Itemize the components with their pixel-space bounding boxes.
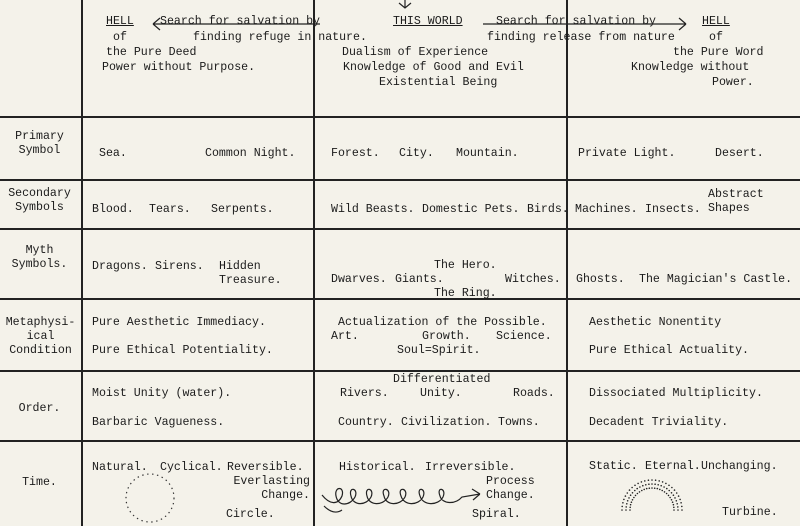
turbine-dot <box>631 501 633 503</box>
time-left-b: Cyclical. <box>160 461 223 474</box>
turbine-dot <box>669 497 671 499</box>
meta-mid-d: Science. <box>496 330 552 343</box>
turbine-dot <box>663 486 665 488</box>
turbine-dot <box>648 483 650 485</box>
turbine-dot <box>641 490 643 492</box>
turbine-dot <box>651 487 653 489</box>
turbine-dot <box>651 479 653 481</box>
turbine-dot <box>630 494 632 496</box>
myth-right-a: Ghosts. <box>576 273 625 286</box>
order-mid-a: Differentiated <box>393 373 491 386</box>
meta-left-a: Pure Aesthetic Immediacy. <box>92 316 266 329</box>
turbine-dot <box>621 506 623 508</box>
turbine-dot <box>681 509 683 511</box>
time-right-a: Static. <box>589 460 638 473</box>
grid-line <box>313 0 315 526</box>
arrow-left-text-1: Search for salvation by <box>160 15 321 28</box>
arrow-left-text-2: finding refuge in nature. <box>193 31 367 44</box>
row-label-secondary: Secondary Symbols <box>8 187 71 214</box>
turbine-dot <box>673 507 675 509</box>
turbine-dot <box>629 509 631 511</box>
turbine-dot <box>680 502 682 504</box>
turbine-dot <box>673 504 675 506</box>
turbine-dot <box>634 490 636 492</box>
turbine-dot <box>633 497 635 499</box>
secondary-right-b: Insects. <box>645 203 701 216</box>
turbine-dot <box>671 487 673 489</box>
turbine-dot <box>654 483 656 485</box>
myth-right-b: The Magician's Castle. <box>639 273 793 286</box>
myth-mid-a: Dwarves. <box>331 273 387 286</box>
turbine-dot <box>629 489 631 491</box>
meta-mid-e: Soul=Spirit. <box>397 344 481 357</box>
turbine-dot <box>636 488 638 490</box>
turbine-dot <box>676 503 678 505</box>
turbine-dot <box>651 483 653 485</box>
turbine-dot <box>678 495 680 497</box>
order-mid-b: Unity. <box>420 387 462 400</box>
time-left-c: Reversible. <box>227 461 304 474</box>
time-mid-c: Process Change. <box>486 475 535 502</box>
order-right-a: Dissociated Multiplicity. <box>589 387 763 400</box>
time-mid-a: Historical. <box>339 461 416 474</box>
secondary-left-c: Serpents. <box>211 203 274 216</box>
grid-line <box>0 298 800 300</box>
turbine-dot <box>655 479 657 481</box>
turbine-dot <box>674 497 676 499</box>
meta-mid-a: Actualization of the Possible. <box>338 316 547 329</box>
meta-right-a: Aesthetic Nonentity <box>589 316 722 329</box>
turbine-dot <box>668 485 670 487</box>
meta-mid-b: Art. <box>331 330 359 343</box>
turbine-dot <box>659 489 661 491</box>
turbine-dot <box>672 501 674 503</box>
header-right-of: of <box>709 31 723 44</box>
order-mid-d: Roads. <box>513 387 555 400</box>
turbine-dot <box>681 506 683 508</box>
top-ornament-icon <box>399 0 411 8</box>
header-left-of: of <box>113 31 127 44</box>
turbine-dot <box>654 487 656 489</box>
turbine-dot <box>641 481 643 483</box>
turbine-dot <box>626 503 628 505</box>
primary-mid-c: Mountain. <box>456 147 519 160</box>
time-right-d: Turbine. <box>722 506 778 519</box>
grid-line <box>0 440 800 442</box>
myth-left-c: Hidden Treasure. <box>219 260 282 287</box>
turbine-dot <box>666 493 668 495</box>
turbine-dot <box>639 486 641 488</box>
primary-right-b: Desert. <box>715 147 764 160</box>
turbine-dot <box>662 481 664 483</box>
secondary-right-a: Machines. <box>575 203 638 216</box>
time-right-b: Eternal. <box>645 460 701 473</box>
turbine-dot <box>671 492 673 494</box>
turbine-dot <box>668 490 670 492</box>
spiral-icon <box>322 489 480 505</box>
turbine-dot <box>673 509 675 511</box>
header-right-hell: HELL <box>702 15 730 28</box>
turbine-dot <box>657 484 659 486</box>
turbine-dot <box>632 499 634 501</box>
header-middle-line2: Knowledge of Good and Evil <box>343 61 524 74</box>
header-right-line3: Power. <box>712 76 754 89</box>
turbine-dot <box>621 509 623 511</box>
row-label-order: Order. <box>18 402 61 415</box>
order-mid-g: Towns. <box>498 416 540 429</box>
order-left-a: Moist Unity (water). <box>92 387 232 400</box>
arrow-right-text-2: finding release from nature <box>487 31 675 44</box>
secondary-mid-a: Wild Beasts. <box>331 203 415 216</box>
turbine-dot <box>677 509 679 511</box>
turbine-dot <box>643 489 645 491</box>
turbine-dot <box>623 499 625 501</box>
meta-left-b: Pure Ethical Potentiality. <box>92 344 273 357</box>
header-right-line2: Knowledge without <box>631 61 750 74</box>
header-middle-title: THIS WORLD <box>393 15 463 28</box>
grid-line <box>566 0 568 526</box>
header-left-hell: HELL <box>106 15 134 28</box>
header-right-line1: the Pure Word <box>673 46 764 59</box>
grid-line <box>0 370 800 372</box>
turbine-dot <box>637 483 639 485</box>
myth-mid-c: The Hero. <box>434 259 497 272</box>
turbine-dot <box>668 495 670 497</box>
primary-right-a: Private Light. <box>578 147 676 160</box>
turbine-dot <box>632 492 634 494</box>
primary-left-a: Sea. <box>99 147 127 160</box>
header-middle-line1: Dualism of Experience <box>342 46 489 59</box>
order-left-b: Barbaric Vagueness. <box>92 416 225 429</box>
turbine-dot <box>627 492 629 494</box>
grid-line <box>0 228 800 230</box>
meta-right-b: Pure Ethical Actuality. <box>589 344 750 357</box>
turbine-dot <box>649 487 651 489</box>
turbine-dot <box>665 483 667 485</box>
meta-mid-c: Growth. <box>422 330 471 343</box>
turbine-dot <box>661 490 663 492</box>
turbine-dot <box>630 504 632 506</box>
turbine-dot <box>657 488 659 490</box>
turbine-dot <box>635 495 637 497</box>
turbine-dot <box>639 491 641 493</box>
row-label-time: Time. <box>22 476 57 489</box>
myth-mid-e: The Ring. <box>434 287 497 300</box>
time-left-d: Everlasting Change. <box>233 475 310 502</box>
turbine-dot <box>674 489 676 491</box>
turbine-dot <box>676 500 678 502</box>
turbine-dot <box>677 506 679 508</box>
order-mid-f: Civilization. <box>401 416 492 429</box>
arrow-right-text-1: Search for salvation by <box>496 15 657 28</box>
header-middle-line3: Existential Being <box>379 76 498 89</box>
secondary-left-b: Tears. <box>149 203 191 216</box>
myth-left-a: Dragons. <box>92 260 148 273</box>
turbine-dot <box>637 493 639 495</box>
time-left-e: Circle. <box>226 508 275 521</box>
turbine-dot <box>676 492 678 494</box>
turbine-dot <box>629 507 631 509</box>
header-left-line1: the Pure Deed <box>106 46 197 59</box>
turbine-dot <box>671 499 673 501</box>
row-label-primary: Primary Symbol <box>15 130 64 157</box>
turbine-dot <box>642 485 644 487</box>
row-label-myth: Myth Symbols. <box>11 244 68 271</box>
primary-mid-b: City. <box>399 147 434 160</box>
secondary-mid-b: Domestic Pets. <box>422 203 520 216</box>
turbine-dot <box>679 499 681 501</box>
turbine-dot <box>622 502 624 504</box>
row-label-meta: Metaphysi- ical Condition <box>5 316 76 357</box>
turbine-dot <box>628 497 630 499</box>
turbine-dot <box>648 479 650 481</box>
grid-line <box>0 116 800 118</box>
turbine-dot <box>627 500 629 502</box>
myth-mid-b: Giants. <box>395 273 444 286</box>
primary-mid-a: Forest. <box>331 147 380 160</box>
turbine-dot <box>673 494 675 496</box>
secondary-mid-c: Birds. <box>527 203 569 216</box>
turbine-dot <box>664 491 666 493</box>
time-mid-d: Spiral. <box>472 508 521 521</box>
turbine-dot <box>625 495 627 497</box>
time-right-c: Unchanging. <box>701 460 778 473</box>
turbine-dot <box>658 480 660 482</box>
turbine-dot <box>631 487 633 489</box>
secondary-left-a: Blood. <box>92 203 134 216</box>
turbine-dot <box>646 488 648 490</box>
turbine-dot <box>645 484 647 486</box>
grid-line <box>0 179 800 181</box>
turbine-dot <box>660 485 662 487</box>
header-left-line2: Power without Purpose. <box>102 61 256 74</box>
turbine-dot <box>625 506 627 508</box>
order-right-b: Decadent Triviality. <box>589 416 729 429</box>
myth-left-b: Sirens. <box>155 260 204 273</box>
secondary-right-c: Abstract Shapes <box>708 188 764 215</box>
turbine-dot <box>666 488 668 490</box>
turbine-icon <box>621 479 683 511</box>
time-left-a: Natural. <box>92 461 148 474</box>
primary-left-b: Common Night. <box>205 147 296 160</box>
order-mid-e: Country. <box>338 416 394 429</box>
order-mid-c: Rivers. <box>340 387 389 400</box>
turbine-dot <box>644 480 646 482</box>
time-mid-b: Irreversible. <box>425 461 516 474</box>
turbine-dot <box>634 485 636 487</box>
grid-line <box>81 0 83 526</box>
myth-mid-d: Witches. <box>505 273 561 286</box>
turbine-dot <box>625 509 627 511</box>
